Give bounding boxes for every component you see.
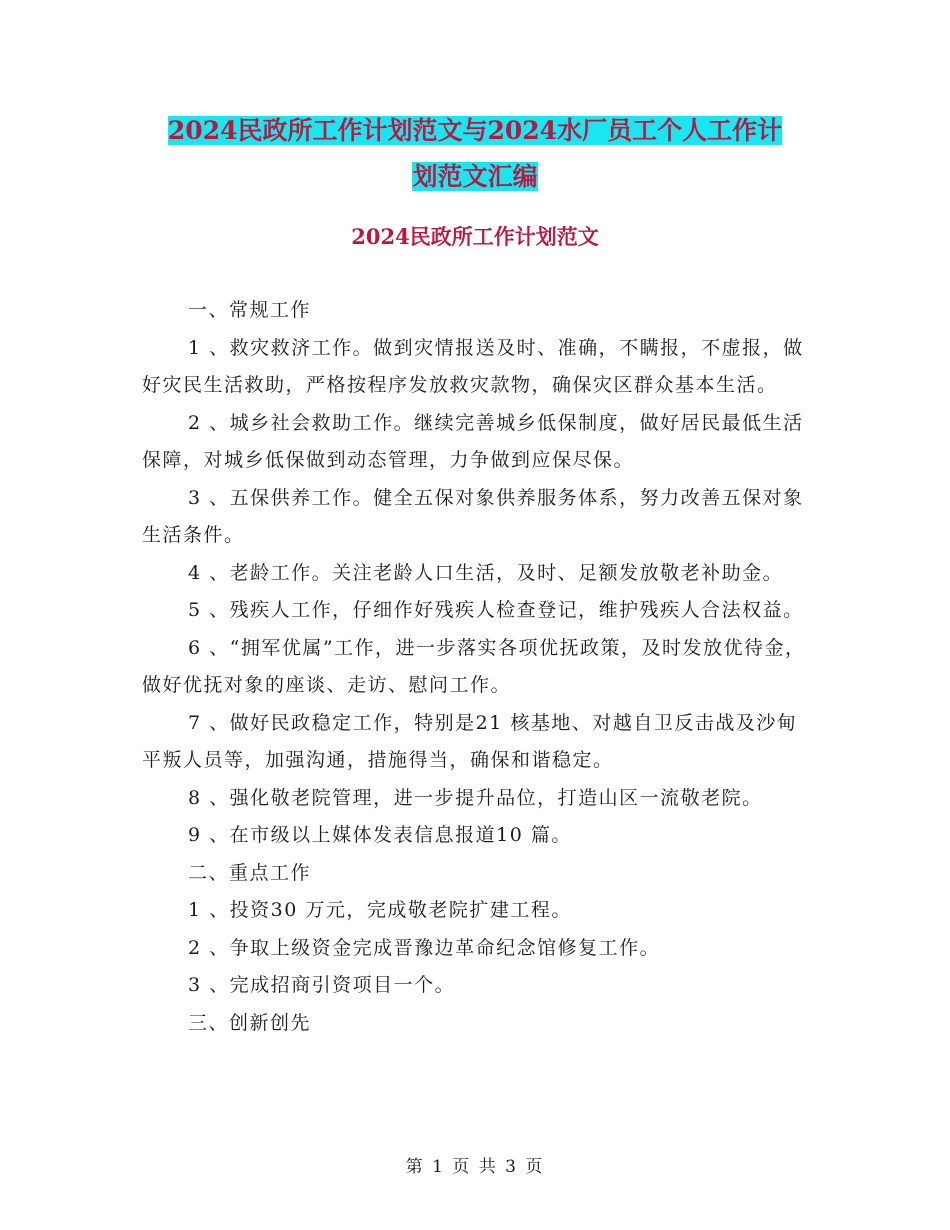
paragraph: 6 、“拥军优属”工作，进一步落实各项优抚政策，及时发放优待金，做好优抚对象的座谈、走访、慰问工作。 bbox=[142, 636, 806, 696]
paragraph: 2 、城乡社会救助工作。继续完善城乡低保制度，做好居民最低生活保障，对城乡低保做到动态管理，力争做到应保尽保。 bbox=[142, 411, 804, 471]
section-title: 2024民政所工作计划范文 bbox=[351, 224, 599, 249]
paragraph: 5 、残疾人工作，仔细作好残疾人检查登记，维护残疾人合法权益。 bbox=[188, 599, 804, 621]
document-title-line1: 2024民政所工作计划范文与2024水厂员工个人工作计 bbox=[167, 116, 783, 145]
document-title bbox=[140, 108, 810, 200]
paragraph: 1 、投资30 万元，完成敬老院扩建工程。 bbox=[188, 899, 572, 921]
page-footer: 第 1 页 共 3 页 bbox=[405, 1157, 545, 1177]
paragraph: 1 、救灾救济工作。做到灾情报送及时、准确，不瞒报，不虚报，做好灾民生活救助，严格按程序发放救灾款物，确保灾区群众基本生活。 bbox=[142, 336, 804, 396]
paragraph: 8 、强化敬老院管理，进一步提升品位，打造山区一流敬老院。 bbox=[188, 786, 763, 809]
paragraph: 三、创新创先 bbox=[188, 1011, 312, 1034]
document-body bbox=[142, 292, 812, 1042]
paragraph: 二、重点工作 bbox=[188, 861, 312, 884]
paragraph: 7 、做好民政稳定工作，特别是21 核基地、对越自卫反击战及沙甸平叛人员等，加强沟通，措施得当，确保和谐稳定。 bbox=[142, 711, 798, 771]
paragraph: 9 、在市级以上媒体发表信息报道10 篇。 bbox=[188, 824, 572, 846]
paragraph: 2 、争取上级资金完成晋豫边革命纪念馆修复工作。 bbox=[188, 936, 661, 959]
paragraph: 3 、完成招商引资项目一个。 bbox=[188, 974, 456, 996]
paragraph: 4 、老龄工作。关注老龄人口生活，及时、足额发放敬老补助金。 bbox=[188, 561, 784, 584]
paragraph: 一、常规工作 bbox=[188, 299, 312, 321]
paragraph: 3 、五保供养工作。健全五保对象供养服务体系，努力改善五保对象生活条件。 bbox=[142, 486, 804, 546]
document-title-line2: 划范文汇编 bbox=[412, 162, 538, 191]
